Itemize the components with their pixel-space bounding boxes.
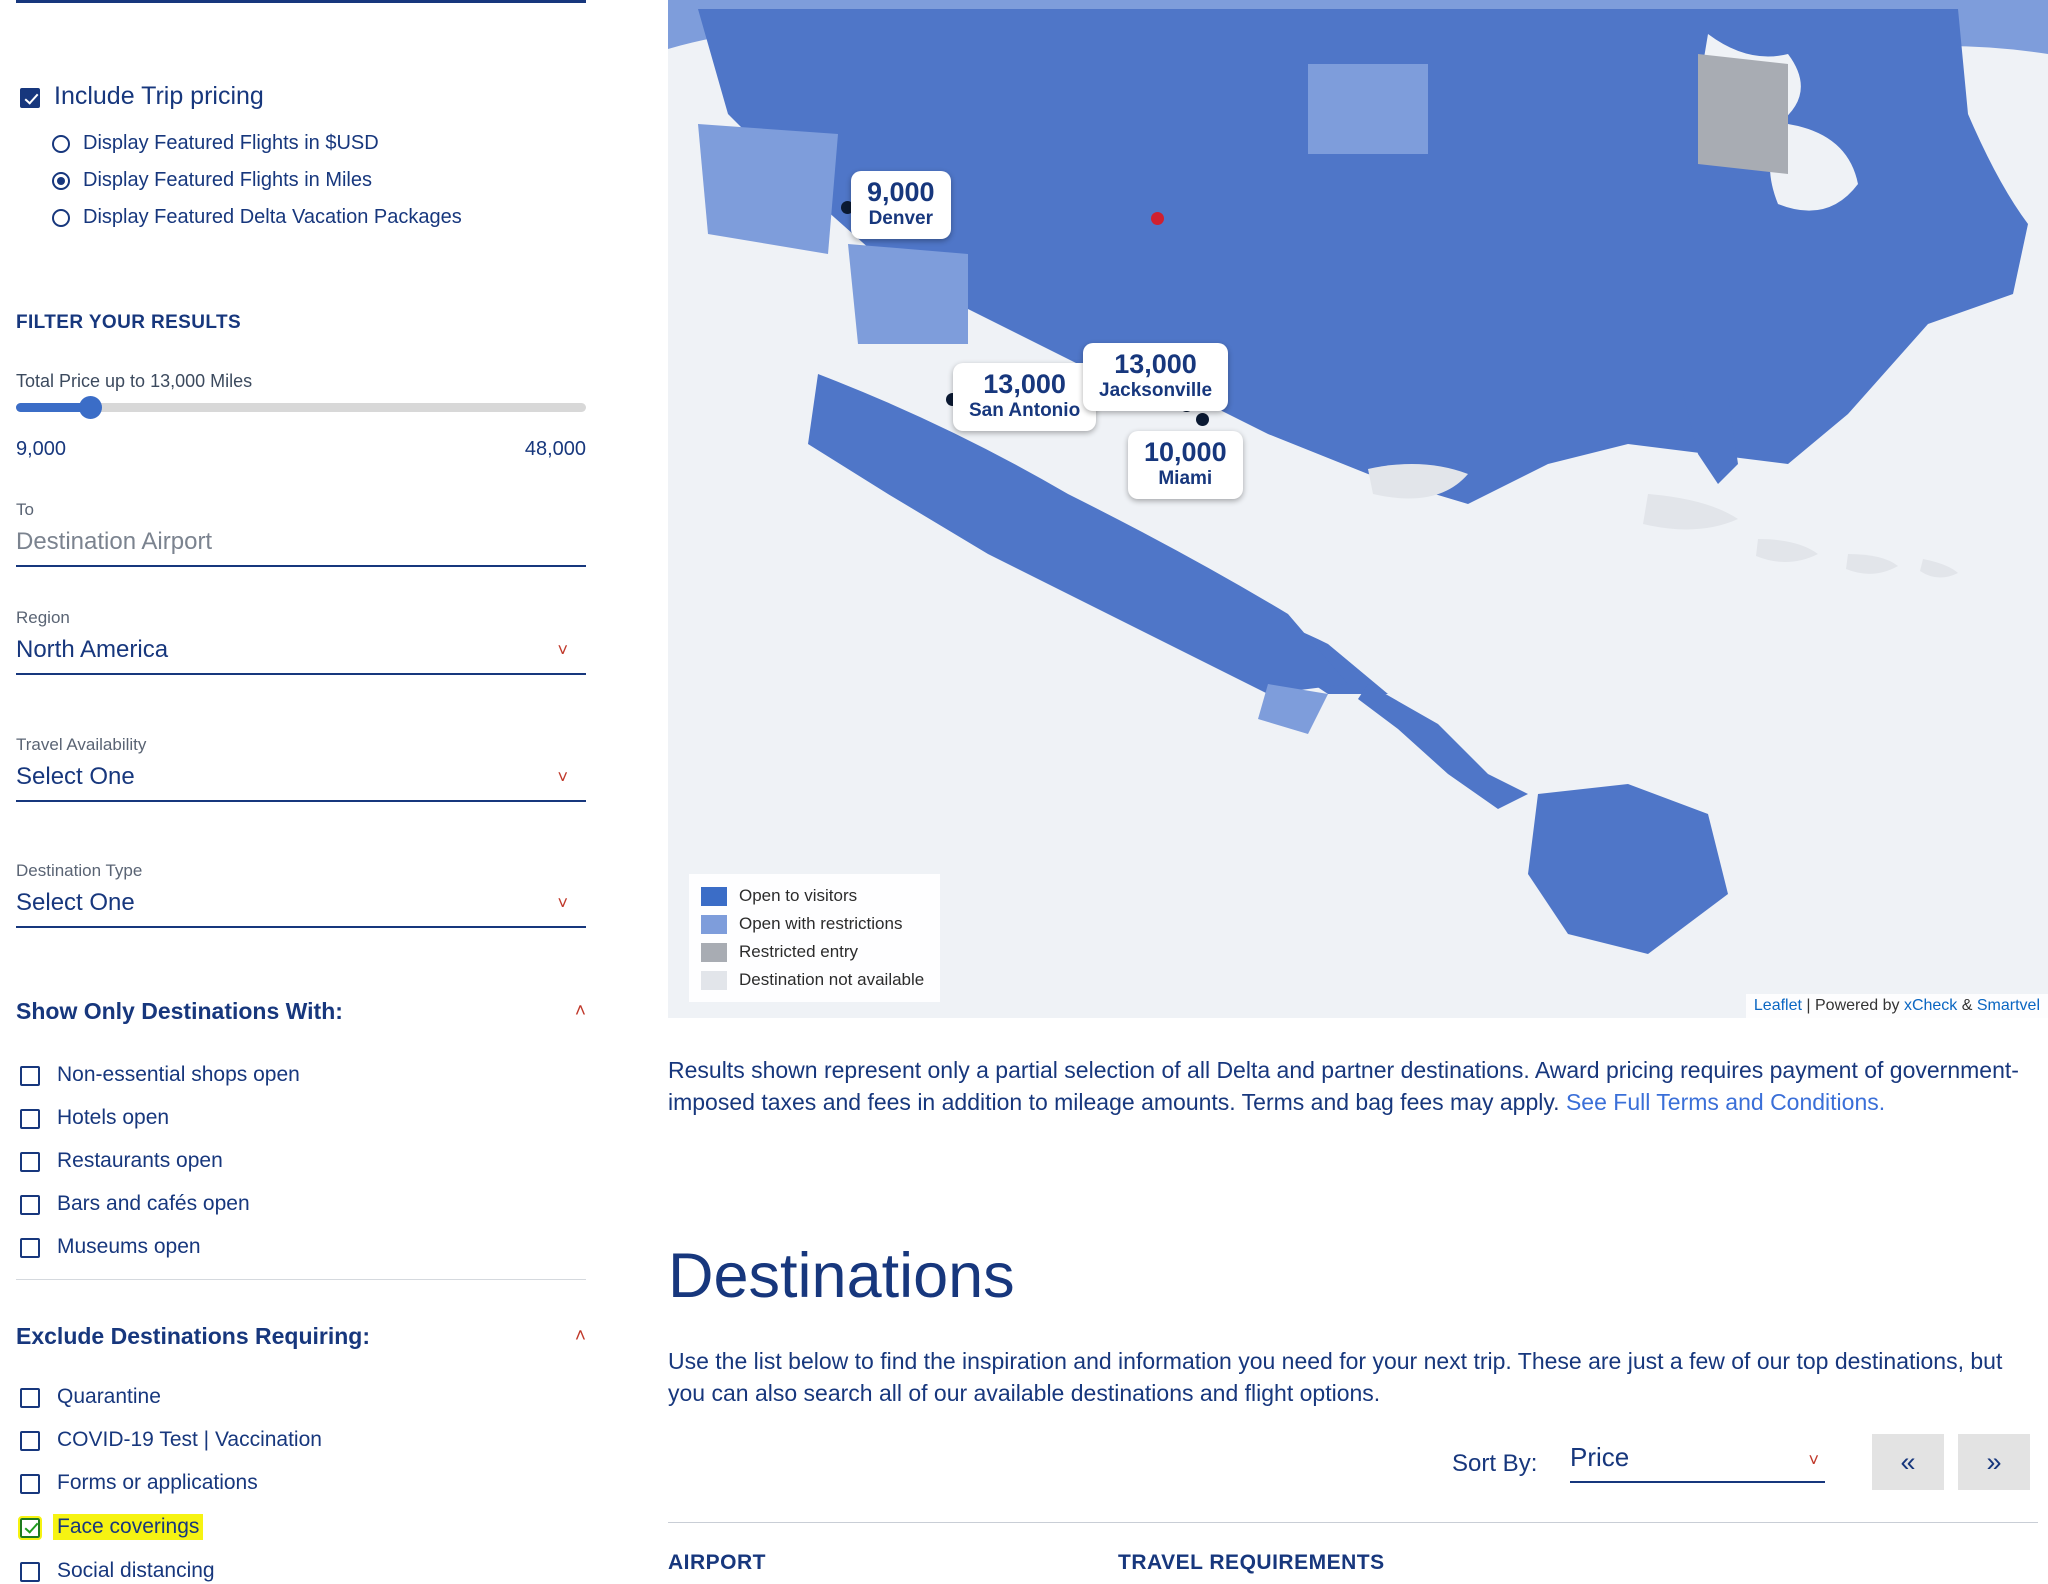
radio-label: Display Featured Flights in $USD xyxy=(83,132,379,154)
attribution-amp: & xyxy=(1961,997,1973,1014)
legend-label: Open with restrictions xyxy=(739,914,903,933)
field-underline xyxy=(16,673,586,675)
attribution-text: | Powered by xyxy=(1806,997,1900,1014)
map-pin-san-antonio[interactable] xyxy=(953,363,1096,431)
field-label: Region xyxy=(16,608,70,627)
checkbox-icon[interactable] xyxy=(20,1562,40,1582)
list-item-label: Restaurants open xyxy=(57,1149,223,1172)
field-label: To xyxy=(16,500,34,519)
pin-price: 9,000 xyxy=(867,177,935,207)
pin-city: Denver xyxy=(868,207,933,229)
radio-label: Display Featured Flights in Miles xyxy=(83,169,372,191)
radio-icon[interactable] xyxy=(52,135,70,153)
chevron-up-icon[interactable]: ˄ xyxy=(574,1000,586,1022)
pin-price: 13,000 xyxy=(1114,349,1197,379)
map-dot-orlando[interactable] xyxy=(1196,413,1209,426)
column-header-travel-requirements: TRAVEL REQUIREMENTS xyxy=(1118,1551,1385,1574)
pin-price: 13,000 xyxy=(983,369,1066,399)
radio-option-vacation-packages[interactable] xyxy=(52,206,462,229)
checkbox-icon[interactable] xyxy=(20,1195,40,1215)
legend-label: Restricted entry xyxy=(739,942,859,961)
sort-by-value[interactable]: Price xyxy=(1570,1442,1630,1472)
filters-sidebar xyxy=(0,0,600,1584)
price-slider-label: Total Price up to 13,000 Miles xyxy=(16,371,253,391)
list-item-label: Forms or applications xyxy=(57,1471,258,1494)
list-item-label: Quarantine xyxy=(57,1385,161,1408)
sort-by-select[interactable] xyxy=(1570,1442,1825,1483)
pin-city: Miami xyxy=(1158,467,1213,489)
region-select[interactable] xyxy=(16,608,586,675)
field-underline xyxy=(16,565,586,567)
pricing-options-group xyxy=(52,132,462,243)
radio-icon[interactable] xyxy=(52,172,70,190)
column-header-airport: AIRPORT xyxy=(668,1551,766,1574)
list-item-label: Hotels open xyxy=(57,1106,170,1129)
prev-page-button[interactable]: « xyxy=(1872,1434,1944,1490)
sort-by-label: Sort By: xyxy=(1452,1450,1538,1477)
list-item-label: Social distancing xyxy=(57,1559,215,1582)
legend-item-restrictions xyxy=(701,914,924,934)
list-item[interactable] xyxy=(20,1235,580,1259)
list-item[interactable] xyxy=(20,1471,580,1495)
chevron-up-icon[interactable]: ˄ xyxy=(574,1325,586,1347)
show-only-title: Show Only Destinations With: xyxy=(16,998,343,1024)
checkbox-icon[interactable] xyxy=(20,1066,40,1086)
show-only-options xyxy=(20,1063,580,1278)
travel-availability-value[interactable]: Select One xyxy=(16,763,135,790)
chevron-down-icon[interactable]: ˅ xyxy=(557,640,568,660)
list-item-label: Face coverings xyxy=(53,1514,203,1540)
map-pin-jacksonville[interactable] xyxy=(1083,343,1228,411)
checkbox-icon[interactable] xyxy=(20,1518,40,1538)
list-item[interactable] xyxy=(20,1106,580,1130)
smartvel-link[interactable]: Smartvel xyxy=(1976,997,2040,1014)
page-title: Destinations xyxy=(668,1241,1015,1311)
legend-swatch-icon xyxy=(701,887,727,906)
include-trip-pricing-label: Include Trip pricing xyxy=(54,82,264,110)
destinations-description: Use the list below to find the inspiration and information you need for your next trip. These are just a few of our top destinations, but you can also search all of our available destinations and flight options. xyxy=(668,1348,2003,1407)
radio-option-usd[interactable] xyxy=(52,132,462,155)
field-underline xyxy=(16,800,586,802)
legend-swatch-icon xyxy=(701,915,727,934)
list-item[interactable] xyxy=(20,1149,580,1173)
chevron-down-icon[interactable]: ˅ xyxy=(1808,1450,1819,1470)
destination-type-value[interactable]: Select One xyxy=(16,889,135,916)
slider-max-label: 48,000 xyxy=(524,438,586,460)
xcheck-link[interactable]: xCheck xyxy=(1903,997,1958,1014)
disclaimer-text: Results shown represent only a partial selection of all Delta and partner destinations. Award pricing requires payment of government-imposed taxes and fees in addition to mileage amounts. Terms and bag fees may apply. xyxy=(668,1057,2019,1115)
slider-handle[interactable] xyxy=(79,396,102,419)
chevron-down-icon[interactable]: ˅ xyxy=(557,767,568,787)
pin-city: Jacksonville xyxy=(1099,379,1213,401)
list-item[interactable] xyxy=(20,1559,580,1583)
chevron-down-icon[interactable]: ˅ xyxy=(557,893,568,913)
next-page-button[interactable]: » xyxy=(1958,1434,2030,1490)
list-item-label: COVID-19 Test | Vaccination xyxy=(57,1428,322,1451)
section-divider xyxy=(16,1279,586,1280)
checkbox-icon[interactable] xyxy=(20,88,40,108)
checkbox-icon[interactable] xyxy=(20,1431,40,1451)
field-underline xyxy=(1570,1481,1825,1483)
map-pin-miami[interactable] xyxy=(1128,431,1243,499)
legend-swatch-icon xyxy=(701,971,727,990)
list-item[interactable] xyxy=(20,1063,580,1087)
checkbox-icon[interactable] xyxy=(20,1474,40,1494)
map-pin-denver[interactable] xyxy=(851,171,951,239)
legend-item-unavailable xyxy=(701,970,924,990)
region-value[interactable]: North America xyxy=(16,636,169,663)
checkbox-icon[interactable] xyxy=(20,1238,40,1258)
include-trip-pricing-checkbox[interactable] xyxy=(20,82,264,111)
checkbox-icon[interactable] xyxy=(20,1388,40,1408)
legend-label: Destination not available xyxy=(739,970,925,989)
checkbox-icon[interactable] xyxy=(20,1152,40,1172)
list-item[interactable] xyxy=(20,1385,580,1409)
list-item-face-coverings[interactable] xyxy=(20,1514,580,1540)
legend-swatch-icon xyxy=(701,943,727,962)
destination-type-select[interactable] xyxy=(16,861,586,928)
slider-fill xyxy=(16,403,88,412)
field-label: Travel Availability xyxy=(16,735,147,754)
map-landmasses xyxy=(668,0,2048,1018)
show-only-section-header[interactable] xyxy=(16,998,586,1025)
field-label: Destination Type xyxy=(16,861,143,880)
list-item[interactable] xyxy=(20,1428,580,1452)
results-disclaimer xyxy=(668,1055,2038,1118)
radio-label: Display Featured Delta Vacation Packages xyxy=(83,206,462,228)
checkbox-icon[interactable] xyxy=(20,1109,40,1129)
radio-icon[interactable] xyxy=(52,209,70,227)
search-input[interactable]: Destination Airport xyxy=(16,528,213,555)
list-item[interactable] xyxy=(20,1192,580,1216)
filter-results-heading: FILTER YOUR RESULTS xyxy=(16,312,242,333)
list-item-label: Museums open xyxy=(57,1235,201,1258)
pin-city: San Antonio xyxy=(969,399,1081,421)
slider-min-label: 9,000 xyxy=(16,438,67,460)
radio-option-miles[interactable] xyxy=(52,169,462,192)
destination-airport-field[interactable] xyxy=(16,500,586,567)
map-attribution xyxy=(1746,994,2048,1018)
list-item-label: Bars and cafés open xyxy=(57,1192,250,1215)
destinations-table-header xyxy=(668,1522,2038,1575)
leaflet-link[interactable]: Leaflet xyxy=(1753,997,1802,1014)
map-legend xyxy=(689,874,940,1002)
exclude-options xyxy=(20,1385,580,1584)
legend-label: Open to visitors xyxy=(739,886,858,905)
exclude-title: Exclude Destinations Requiring: xyxy=(16,1323,370,1349)
destinations-map[interactable] xyxy=(668,0,2048,1018)
sidebar-divider xyxy=(16,0,586,3)
terms-and-conditions-link[interactable]: See Full Terms and Conditions. xyxy=(1565,1088,1886,1115)
map-dot-origin[interactable] xyxy=(1151,212,1164,225)
price-slider[interactable] xyxy=(16,403,586,412)
legend-item-restricted xyxy=(701,942,924,962)
exclude-section-header[interactable] xyxy=(16,1323,586,1350)
field-underline xyxy=(16,926,586,928)
list-item-label: Non-essential shops open xyxy=(57,1063,300,1086)
travel-availability-select[interactable] xyxy=(16,735,586,802)
pin-price: 10,000 xyxy=(1144,437,1227,467)
legend-item-open xyxy=(701,886,924,906)
